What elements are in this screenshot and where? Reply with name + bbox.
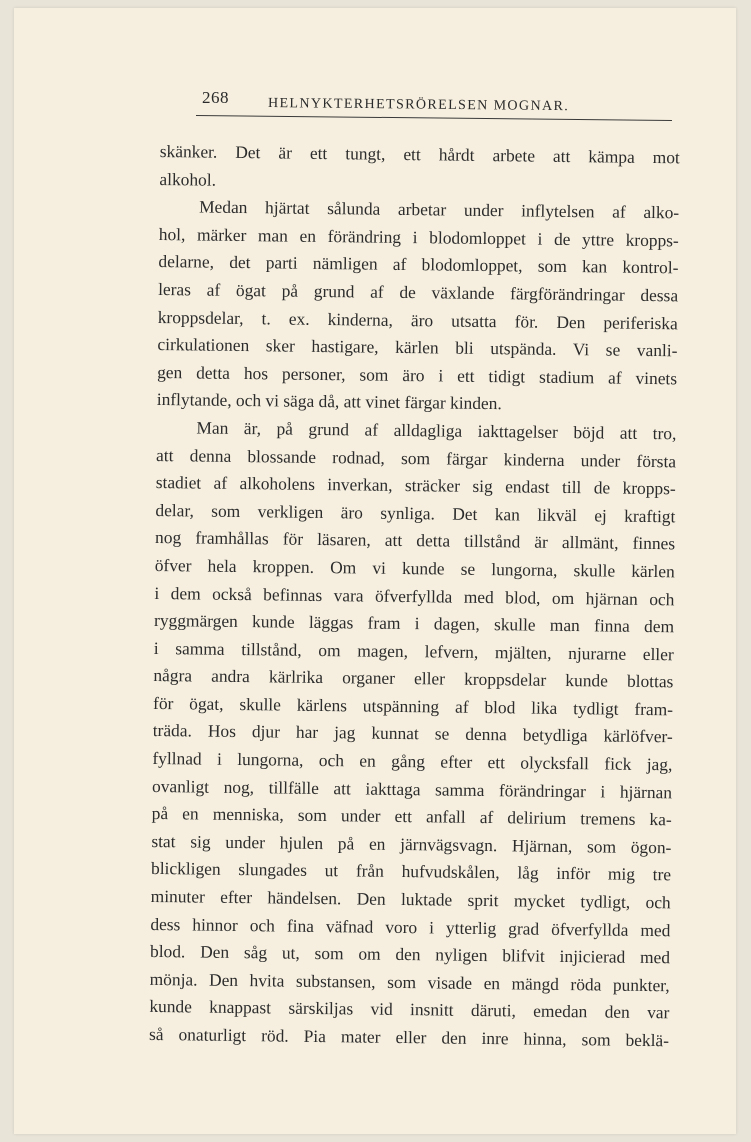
running-head <box>172 88 692 118</box>
text-line: nog framhållas för läsaren, att detta tillstånd är allmänt, finnes <box>154 527 676 554</box>
text-line: några andra kärlrika organer eller kroppsdelar kunde blottas <box>153 665 674 692</box>
text-line: alkohol. <box>159 168 217 190</box>
text-line: så onaturligt röd. Pia mater eller den inre hinna, som beklä- <box>148 1023 670 1051</box>
text-line: delarne, det parti nämligen af blodomloppet, som kan kontrol- <box>158 251 679 278</box>
text-line: blod. Den såg ut, som om den nyligen blifvit injicierad med <box>149 941 671 968</box>
text-line: i samma tillstånd, om magen, lefvern, mjälten, njurarne eller <box>153 637 674 665</box>
text-line: öfver hela kroppen. Om vi kunde se lungorna, skulle kärlen <box>154 554 675 582</box>
text-line: i dem också befinnas vara öfverfyllda med blod, om hjärnan och <box>154 582 675 609</box>
body-text <box>149 138 680 1055</box>
text-line: leras af ögat på grund af de växlande färgförändringar dessa <box>158 278 679 306</box>
page-number: 268 <box>202 88 229 107</box>
text-line: stat sig under hjulen på en järnvägsvagn. Hjärnan, som ögon- <box>151 830 672 858</box>
text-line: inflytande, och vi säga då, att vinet färgar kinden. <box>156 389 502 414</box>
text-line: stadiet af alkoholens inverkan, sträcker sig endast till de kropps- <box>155 472 676 499</box>
text-line: kroppsdelar, t. ex. kinderna, äro utsatta för. Den periferiska <box>157 306 678 333</box>
text-line: hol, märker man en förändring i blodomloppet i de yttre kropps- <box>158 223 679 251</box>
text-line: cirkulationen sker hastigare, kärlen bli utspända. Vi se vanli- <box>157 334 678 361</box>
text-line: på en menniska, som under ett anfall af delirium tremens ka- <box>151 803 672 830</box>
text-line: för ögat, skulle kärlens utspänning af blod lika tydligt fram- <box>152 692 674 720</box>
text-line: träda. Hos djur har jag kunnat se denna betydliga kärlöfver- <box>152 720 673 747</box>
text-line: delar, som verkligen äro synliga. Det kan likväl ej kraftigt <box>155 499 676 527</box>
text-line: ovanligt nog, tillfälle att iakttaga samma förändringar i hjärnan <box>151 775 673 802</box>
text-line: fyllnad i lungorna, och en gång efter ett olycksfall fick jag, <box>152 748 673 775</box>
text-line: Medan hjärtat sålunda arbetar under inflytelsen af alko- <box>199 196 680 223</box>
text-line: minuter efter händelsen. Den luktade sprit mycket tydligt, och <box>150 885 671 913</box>
text-line: gen detta hos personer, som äro i ett tidigt stadium af vinets <box>157 361 678 389</box>
text-line: blickligen slungades ut från hufvudskålen, låg inför mig tre <box>150 858 672 885</box>
text-line: skänker. Det är ett tungt, ett hårdt arbete att kämpa mot <box>159 140 680 168</box>
header-rule <box>196 115 672 121</box>
book-page <box>14 8 736 1134</box>
text-line: ryggmärgen kunde läggas fram i dagen, skulle man finna dem <box>153 610 675 637</box>
running-title: HELNYKTERHETSRÖRELSEN MOGNAR. <box>267 96 570 115</box>
text-line: kunde knappast särskiljas vid insnitt däruti, emedan den var <box>149 996 670 1023</box>
text-line: att denna blossande rodnad, som färgar kinderna under första <box>156 444 677 471</box>
text-line: mönja. Den hvita substansen, som visade en mängd röda punkter, <box>149 968 670 996</box>
text-line: dess hinnor och fina väfnad voro i ytterlig grad öfverfyllda med <box>150 913 671 940</box>
text-line: Man är, på grund af alldagliga iakttagelser böjd att tro, <box>196 417 677 444</box>
